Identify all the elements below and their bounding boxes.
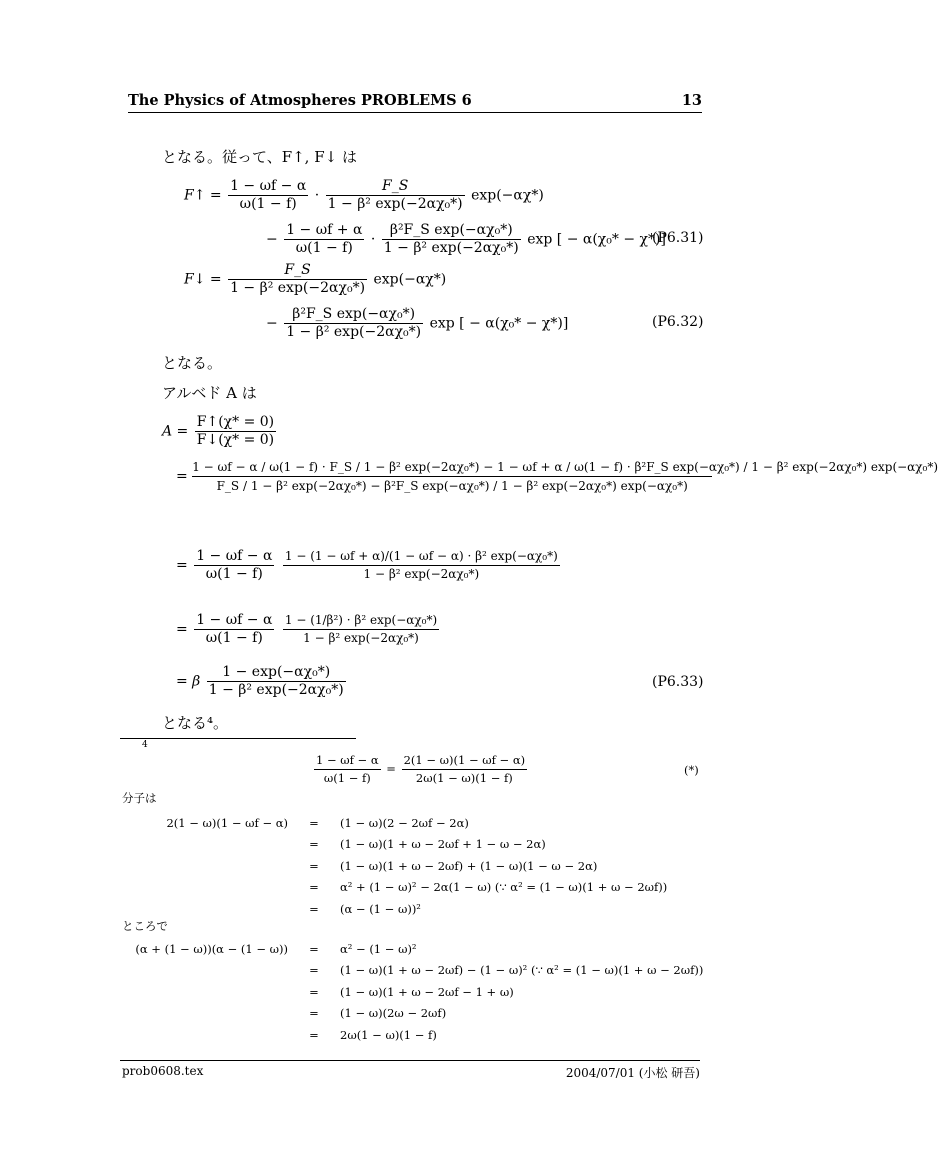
row-lhs	[122, 898, 288, 920]
eq-lhs: F↑ =	[184, 187, 222, 204]
row-rhs: (1 − ω)(1 + ω − 2ωf) − (1 − ω)² (∵ α² = (1 − ω)(1 + ω − 2ωf))	[340, 963, 704, 978]
eq-p631-line1	[184, 178, 544, 213]
row-lhs	[122, 834, 288, 856]
row-rhs: (1 − ω)(1 + ω − 2ωf + 1 − ω − 2α)	[340, 837, 546, 852]
fraction	[284, 306, 423, 341]
numerator: 1 − ωf − α	[196, 612, 273, 628]
eq-albedo-line4: = $\frac{1 - \omega f - \alpha}{\omega(1 - f)}$ $\frac{\text{1 − (1/β²) · β² exp(−αχ₀*)}}{\text{1 − β² exp(−2αχ₀*)}}$	[176, 612, 438, 646]
fraction	[314, 752, 381, 787]
tokoro-label: ところで	[122, 919, 168, 933]
row-lhs: 2(1 − ω)(1 − ωf − α)	[166, 815, 288, 830]
dot-operator: ·	[314, 187, 320, 204]
fraction	[402, 752, 528, 787]
denominator: 2ω(1 − ω)(1 − f)	[415, 771, 513, 785]
fraction	[283, 548, 560, 583]
derivation-table-2	[122, 938, 703, 1046]
eq-p631-line2	[266, 222, 666, 257]
row-lhs	[122, 877, 288, 899]
numerator: 2(1 − ω)(1 − ωf − α)	[402, 752, 528, 770]
numerator: 1 − exp(−αχ₀*)	[207, 664, 346, 682]
equals-sign: =	[309, 984, 319, 999]
row-rhs: (1 − ω)(1 + ω − 2ωf) + (1 − ω)(1 − ω − 2α)	[340, 858, 598, 873]
header-title: The Physics of Atmospheres PROBLEMS 6	[128, 92, 472, 109]
eq-label-p632: (P6.32)	[652, 314, 704, 330]
fraction	[194, 612, 274, 647]
numerator: 1 − ωf − α	[314, 752, 381, 770]
fraction	[382, 222, 521, 257]
row-rhs: (1 − ω)(1 + ω − 2ωf − 1 + ω)	[340, 984, 514, 999]
exp-term: exp(−αχ*)	[373, 271, 447, 288]
eq-lhs: = β	[176, 673, 201, 690]
fraction	[228, 262, 367, 297]
denominator: 1 − β² exp(−2αχ₀*)	[363, 567, 480, 581]
exp-term: exp [ − α(χ₀* − χ*)]	[429, 315, 569, 332]
table-row	[122, 960, 703, 982]
table-row	[122, 938, 703, 960]
equals-sign: =	[309, 815, 319, 830]
numerator: F_S	[326, 178, 465, 196]
denominator: 1 − β² exp(−2αχ₀*)	[303, 631, 419, 645]
row-rhs: α² − (1 − ω)²	[340, 941, 417, 956]
fraction	[283, 612, 439, 647]
numerator: β²F_S exp(−αχ₀*)	[382, 222, 521, 240]
big-fraction	[192, 458, 938, 495]
row-lhs	[122, 960, 288, 982]
eq-label-p631: (P6.31)	[652, 230, 704, 246]
denominator: F↓(χ* = 0)	[196, 432, 275, 448]
big-denominator: F_S / 1 − β² exp(−2αχ₀*) − β²F_S exp(−αχ₀*) / 1 − β² exp(−2αχ₀*) exp(−αχ₀*)	[216, 479, 688, 493]
row-lhs	[122, 981, 288, 1003]
numerator: 1 − (1/β²) · β² exp(−αχ₀*)	[283, 612, 439, 630]
eq-lhs: F↓ =	[184, 271, 222, 288]
row-lhs	[122, 855, 288, 877]
numerator: 1 − ωf − α	[230, 178, 307, 194]
denominator: 1 − β² exp(−2αχ₀*)	[327, 196, 463, 212]
minus-sign: −	[266, 315, 278, 332]
fraction	[228, 178, 308, 213]
denominator: 1 − β² exp(−2αχ₀*)	[286, 324, 422, 340]
equals-sign: =	[309, 901, 319, 916]
minus-sign: −	[266, 231, 278, 248]
table-row	[122, 834, 667, 856]
eq-lhs: A =	[162, 423, 189, 440]
equals-sign: =	[386, 761, 396, 776]
numerator: F↑(χ* = 0)	[196, 414, 275, 430]
numerator: F_S	[228, 262, 367, 280]
equals-sign: =	[309, 963, 319, 978]
denominator: 1 − β² exp(−2αχ₀*)	[230, 280, 366, 296]
footnote-rule	[120, 738, 356, 739]
denominator: ω(1 − f)	[323, 771, 371, 785]
big-numerator: 1 − ωf − α / ω(1 − f) · F_S / 1 − β² exp(−2αχ₀*) − 1 − ωf + α / ω(1 − f) · β²F_S exp(−αχ₀*) / 1 − β² exp(−2αχ₀*) exp(−αχ₀*)	[192, 458, 712, 477]
exp-term: exp(−αχ*)	[471, 187, 544, 204]
denominator: ω(1 − f)	[295, 240, 353, 256]
table-row	[122, 812, 667, 834]
equals-sign: =	[309, 1006, 319, 1021]
eq-albedo-line5	[176, 664, 348, 699]
numerator: β²F_S exp(−αχ₀*)	[284, 306, 423, 324]
equals-sign: =	[309, 1027, 319, 1042]
text-naru-footnote: となる⁴。	[162, 714, 229, 732]
text-naru: となる。	[162, 354, 223, 372]
row-lhs	[122, 1024, 288, 1046]
table-row	[122, 877, 667, 899]
footnote-equation	[312, 752, 529, 787]
footer-date-author: 2004/07/01 (小松 研吾)	[565, 1066, 700, 1080]
text-albedo: アルベド A は	[162, 384, 257, 402]
equals-sign: =	[309, 858, 319, 873]
denominator: 1 − β² exp(−2αχ₀*)	[383, 240, 519, 256]
footer-rule	[120, 1060, 700, 1061]
footer-filename: prob0608.tex	[122, 1064, 204, 1078]
table-row	[122, 898, 667, 920]
exp-term: exp [ − α(χ₀* − χ*)]	[527, 231, 666, 248]
numerator: 1 − ωf − α	[196, 548, 273, 564]
table-row	[122, 855, 667, 877]
denominator: ω(1 − f)	[205, 630, 263, 646]
fraction	[194, 548, 274, 583]
table-row	[122, 1024, 703, 1046]
denominator: ω(1 − f)	[239, 196, 297, 212]
intro-line: となる。従って、F↑, F↓ は	[162, 148, 357, 166]
denominator: 1 − β² exp(−2αχ₀*)	[208, 682, 344, 698]
row-rhs: (α − (1 − ω))²	[340, 901, 421, 916]
footnote-eq-label: (*)	[684, 763, 699, 777]
row-rhs: (1 − ω)(2ω − 2ωf)	[340, 1006, 447, 1021]
equals-sign: =	[309, 941, 319, 956]
eq-albedo-line3: = $\frac{1 - \omega f - \alpha}{\omega(1 - f)}$ $\frac{\text{1 − (1 − ωf + α)/(1 − ωf − α) · β² exp(−αχ₀*)}}{\text{1 − β² exp(−2αχ₀*)}}$	[176, 548, 558, 582]
row-lhs	[122, 1003, 288, 1025]
row-lhs: (α + (1 − ω))(α − (1 − ω))	[135, 941, 288, 956]
eq-p632-line1	[184, 262, 446, 297]
eq-p632-line2	[266, 306, 568, 341]
page-header	[128, 92, 702, 113]
eq-label-p633: (P6.33)	[652, 674, 704, 690]
footnote-mark: 4	[142, 740, 148, 750]
page-number: 13	[681, 92, 702, 109]
table-row	[122, 981, 703, 1003]
table-row	[122, 1003, 703, 1025]
denominator: ω(1 − f)	[205, 566, 263, 582]
numerator-label: 分子は	[122, 791, 157, 805]
equals-sign: =	[309, 837, 319, 852]
row-rhs: 2ω(1 − ω)(1 − f)	[340, 1027, 437, 1042]
equals-sign: =	[309, 880, 319, 895]
dot-operator: ·	[370, 231, 376, 248]
numerator: 1 − ωf + α	[286, 222, 363, 238]
row-rhs: (1 − ω)(2 − 2ωf − 2α)	[340, 815, 469, 830]
fraction	[207, 664, 346, 699]
fraction	[195, 414, 276, 449]
eq-albedo-line1	[162, 414, 278, 449]
fraction	[284, 222, 364, 257]
numerator: 1 − (1 − ωf + α)/(1 − ωf − α) · β² exp(−αχ₀*)	[283, 548, 560, 566]
fraction	[326, 178, 465, 213]
eq-albedo-line2: = 1 − ωf − α / ω(1 − f) · F_S / 1 − β² exp(−2αχ₀*) − 1 − ωf + α / ω(1 − f) · β²F_S exp(−αχ₀*) / 1 − β² exp(−2αχ₀*) exp(−αχ₀*) F_S / 1 − β² exp(−2αχ₀*) − β²F_S exp(−αχ₀*) / 1 − β² exp(−2αχ₀*) exp(−αχ₀*)	[176, 460, 938, 493]
row-rhs: α² + (1 − ω)² − 2α(1 − ω) (∵ α² = (1 − ω)(1 + ω − 2ωf))	[340, 880, 668, 895]
derivation-table-1	[122, 812, 667, 920]
